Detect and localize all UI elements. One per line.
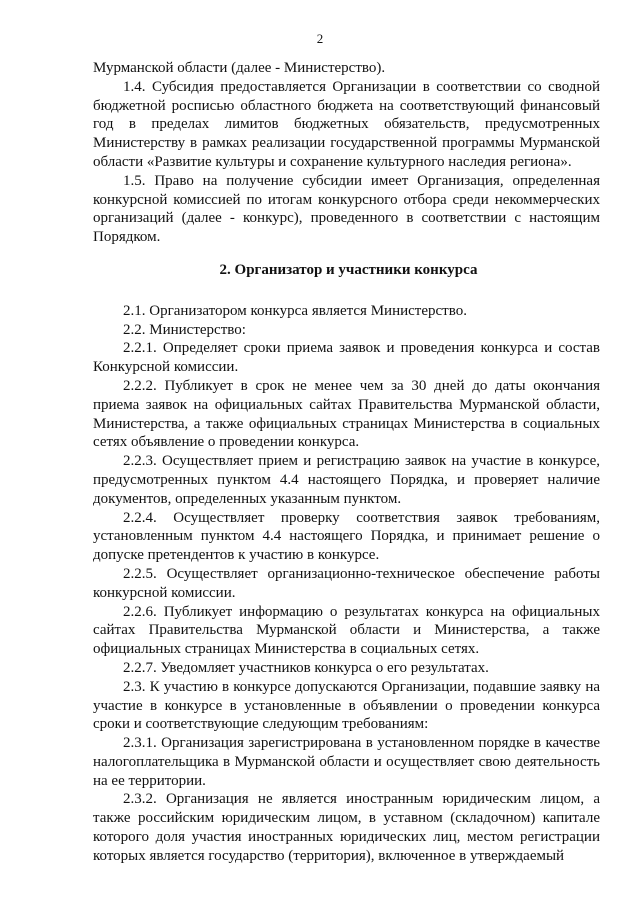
paragraph: 2.2. Министерство: xyxy=(123,321,246,338)
paragraph: 1.4. Субсидия предоставляется Организации в соответствии со сводной бюджетной росписью областного бюджета на соответствующий финансовый год в пределах лимитов бюджетных обязательств, предусмотренных Министерству в рамках реализации государственной программы Мурманской области «Развитие культуры и сохранение культурного наследия региона». xyxy=(93,78,600,170)
section-heading: 2. Организатор и участники конкурса xyxy=(219,261,478,278)
paragraph: 2.2.1. Определяет сроки приема заявок и проведения конкурса и состав Конкурсной комиссии. xyxy=(93,340,600,376)
paragraph: Мурманской области (далее - Министерство). xyxy=(93,60,386,76)
paragraph: 2.2.4. Осуществляет проверку соответствия заявок требованиям, установленным пунктом 4.4 настоящего Порядка, и принимает решение о допуске претендентов к участию в конкурсе. xyxy=(93,509,600,564)
paragraph: 1.5. Право на получение субсидии имеет Организация, определенная конкурсной комиссией по итогам конкурсного отбора среди некоммерческих организаций (далее - конкурс), проведенного в соответствии с настоящим Порядком. xyxy=(93,172,600,246)
page-number: 2 xyxy=(316,31,324,46)
document-body xyxy=(93,59,600,866)
paragraph: 2.1. Организатором конкурса является Министерство. xyxy=(123,302,467,319)
paragraph: 2.2.2. Публикует в срок не менее чем за 30 дней до даты окончания приема заявок на официальных сайтах Правительства Мурманской области, Министерства, а также официальных страницах Министерства в социальных сетях объявление о проведении конкурса. xyxy=(93,377,600,451)
paragraph: 2.3. К участию в конкурсе допускаются Организации, подавшие заявку на участие в конкурсе в установленные в объявлении о проведении конкурса сроки и соответствующие следующим требованиям: xyxy=(93,678,600,733)
paragraph: 2.3.2. Организация не является иностранным юридическим лицом, а также российским юридическим лицом, в уставном (складочном) капитале которого доля участия иностранных юридических лиц, местом регистрации которых является государство (территория), включенное в утверждаемый xyxy=(93,791,600,864)
paragraph: 2.3.1. Организация зарегистрирована в установленном порядке в качестве налогоплательщика в Мурманской области и осуществляет свою деятельность на ее территории. xyxy=(93,735,600,789)
paragraph: 2.2.5. Осуществляет организационно-техническое обеспечение работы конкурсной комиссии. xyxy=(93,565,600,601)
paragraph: 2.2.7. Уведомляет участников конкурса о его результатах. xyxy=(123,659,489,676)
paragraph: 2.2.6. Публикует информацию о результатах конкурса на официальных сайтах Правительства Мурманской области и Министерства, а также официальных страницах Министерства в социальных сетях. xyxy=(93,603,600,658)
paragraph: 2.2.3. Осуществляет прием и регистрацию заявок на участие в конкурсе, предусмотренных пунктом 4.4 настоящего Порядка, и проверяет наличие документов, определенных указанным пунктом. xyxy=(93,453,600,507)
